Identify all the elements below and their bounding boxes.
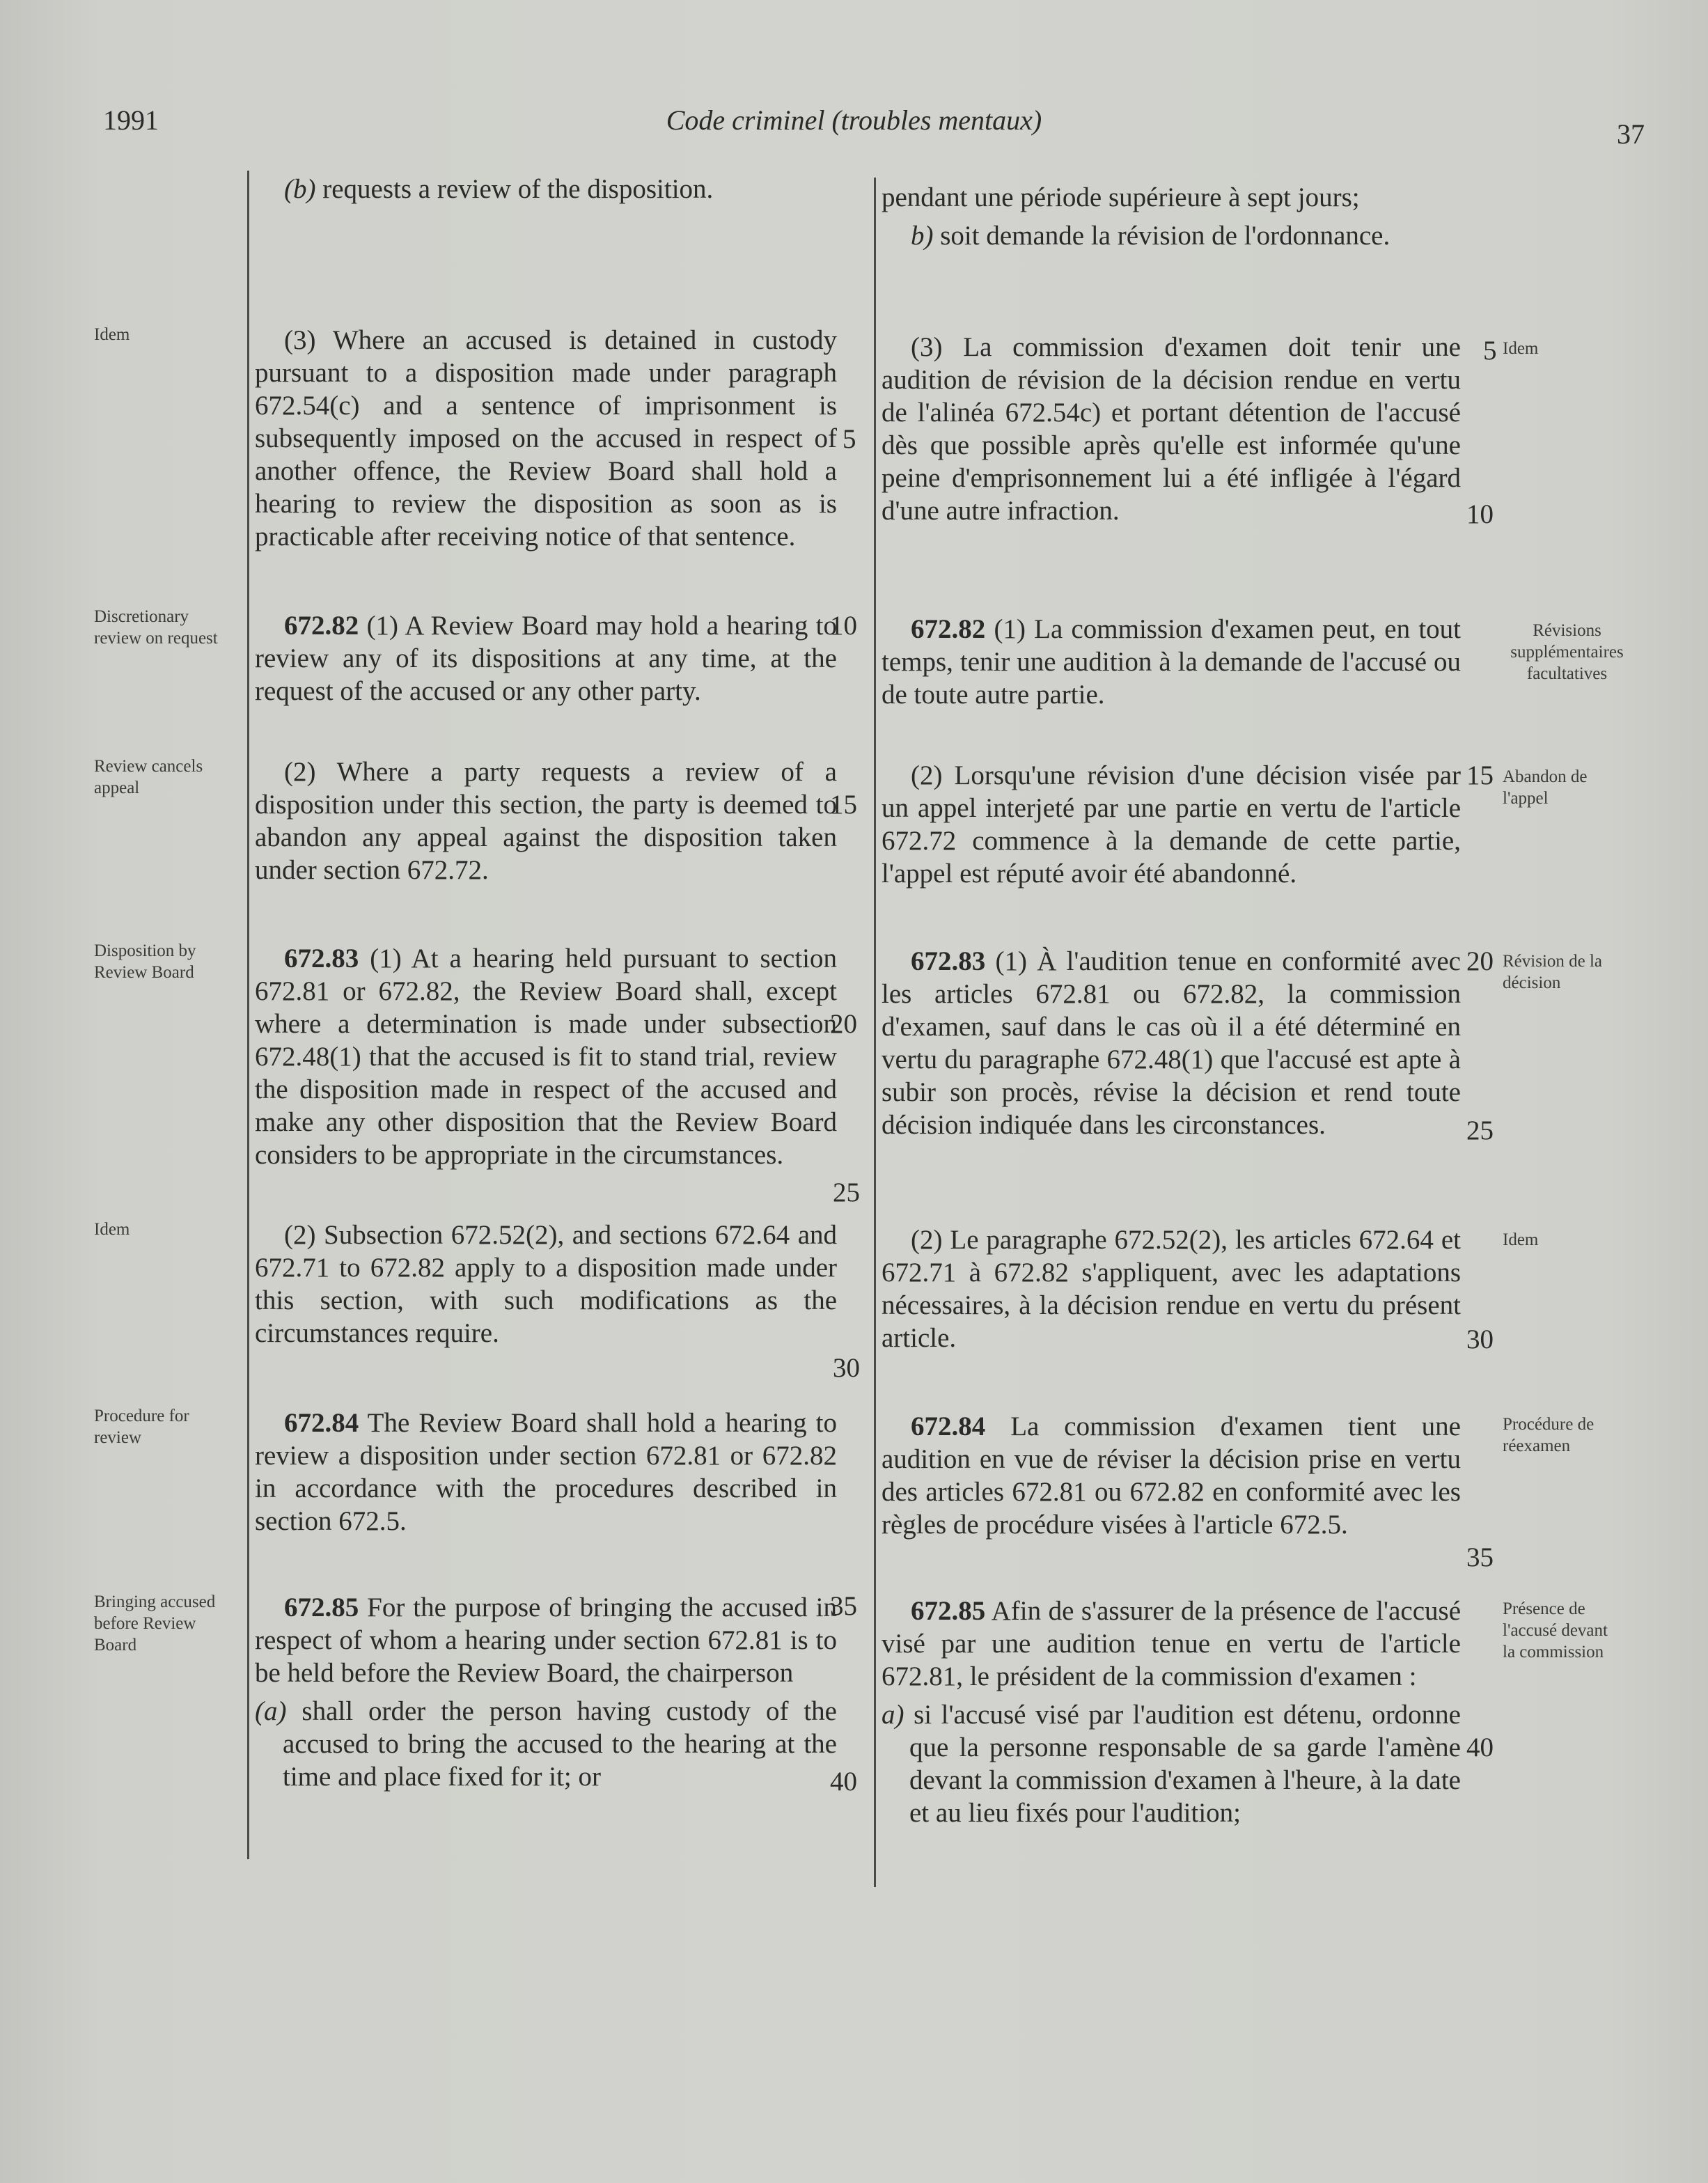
- en-s82-text: (1) A Review Board may hold a hearing to review any of its dispositions at any time, at the request of the accused or any other party.: [255, 611, 837, 706]
- en-section-672-82-2: [255, 756, 837, 886]
- en-s85-number: 672.85: [284, 1593, 359, 1622]
- line-number-fr-30: 30: [1466, 1324, 1494, 1354]
- en-a-marker: (a): [255, 1696, 287, 1726]
- margin-note-fr-abandon: Abandon de l'appel: [1503, 767, 1588, 808]
- fr-s82-2-text: (2) Lorsqu'une révision d'une décision visée par un appel interjeté par une partie en vertu de l'article 672.72 commence à la demande de cette partie, l'appel est réputé avoir été abandonné.: [882, 760, 1461, 889]
- fr-section-672-82-2: [882, 759, 1461, 890]
- page-number: 37: [1617, 118, 1645, 150]
- en-s3-text: (3) Where an accused is detained in custody pursuant to a disposition made under paragraph 672.54(c) and a sentence of imprisonment is subsequently imposed on the accused in respect of another offence, the Review Board shall hold a hearing to review the disposition as soon as is practicable after receiving notice of that sentence.: [255, 325, 837, 551]
- line-number-en-25: 25: [833, 1177, 860, 1207]
- margin-note-review-cancels-appeal: Review cancels appeal: [94, 757, 203, 797]
- fr-a-marker: a): [882, 1700, 904, 1730]
- header-title: Code criminel (troubles mentaux): [666, 104, 1042, 136]
- fr-cont-text: pendant une période supérieure à sept jours;: [882, 182, 1360, 212]
- en-s82-number: 672.82: [284, 611, 359, 641]
- line-number-fr-25: 25: [1466, 1116, 1494, 1145]
- en-s83-number: 672.83: [284, 944, 359, 973]
- en-b-marker: (b): [284, 174, 316, 204]
- fr-section-672-82: [882, 613, 1461, 711]
- fr-section-672-85: [882, 1595, 1461, 1829]
- fr-b-marker: b): [911, 221, 934, 251]
- fr-section-672-84: [882, 1410, 1461, 1541]
- line-number-fr-15: 15: [1466, 760, 1494, 790]
- fr-s82-text: (1) La commission d'examen peut, en tout temps, tenir une audition à la demande de l'accusé ou de toute autre partie.: [882, 614, 1461, 710]
- margin-note-fr-idem-1: Idem: [1503, 339, 1539, 358]
- en-section-672-83-2: [255, 1219, 837, 1349]
- fr-s84-text: La commission d'examen tient une audition en vue de réviser la décision prise en vertu des articles 672.81 ou 672.82 en conformité avec les règles de procédure visées à l'article 672.5.: [882, 1411, 1461, 1540]
- fr-s84-number: 672.84: [911, 1411, 986, 1441]
- fr-b-text: soit demande la révision de l'ordonnance.: [933, 221, 1390, 251]
- margin-note-idem-1: Idem: [94, 325, 130, 344]
- line-number-en-5: 5: [843, 424, 856, 454]
- en-section-672-84: [255, 1407, 837, 1538]
- margin-note-procedure-for-review: Procedure for review: [94, 1407, 189, 1447]
- fr-s3-text: (3) La commission d'examen doit tenir une audition de révision de la décision rendue en vertu de l'alinéa 672.54c) et portant détention de l'accusé dès que possible après qu'elle est informée qu'une peine d'emprisonnement lui a été infligée à l'égard d'une autre infraction.: [882, 332, 1461, 526]
- margin-note-fr-revisions: Révisions supplémentaires facultatives: [1510, 621, 1624, 683]
- fr-s83-2-text: (2) Le paragraphe 672.52(2), les articles 672.64 et 672.71 à 672.82 s'appliquent, avec les adaptations nécessaires, à la décision rendue en vertu du présent article.: [882, 1225, 1461, 1353]
- en-s83-2-text: (2) Subsection 672.52(2), and sections 672.64 and 672.71 to 672.82 apply to a disposition made under this section, with such modifications as the circumstances require.: [255, 1220, 837, 1348]
- line-number-fr-5: 5: [1483, 336, 1497, 366]
- fr-s85-text: Afin de s'assurer de la présence de l'accusé visé par une audition tenue en vertu de l'article 672.81, le président de la commission d'examen :: [882, 1596, 1461, 1691]
- margin-note-bringing-accused: Bringing accused before Review Board: [94, 1593, 216, 1654]
- line-number-en-40: 40: [830, 1767, 857, 1797]
- margin-note-fr-idem-2: Idem: [1503, 1230, 1539, 1249]
- line-number-fr-35: 35: [1466, 1542, 1494, 1572]
- fr-s85-number: 672.85: [911, 1596, 986, 1626]
- center-column-rule: [874, 178, 876, 1887]
- margin-note-fr-presence: Présence de l'accusé devant la commission: [1503, 1599, 1608, 1661]
- line-number-en-20: 20: [830, 1009, 857, 1039]
- fr-subsection-3: [882, 331, 1461, 527]
- en-section-672-83: [255, 942, 837, 1171]
- en-s85-text: For the purpose of bringing the accused in respect of whom a hearing under section 672.81 is to be held before the Review Board, the chairperson: [255, 1593, 837, 1688]
- fr-continuation: [882, 181, 1461, 252]
- left-column-rule: [247, 171, 249, 1859]
- fr-s83-text: (1) À l'audition tenue en conformité avec les articles 672.81 ou 672.82, la commission d'examen, sauf dans le cas où il a été déterminé en vertu du paragraphe 672.48(1) que l'accusé est apte à subir son procès, révise la décision et rend toute décision indiquée dans les circonstances.: [882, 946, 1461, 1140]
- en-section-672-82: [255, 609, 837, 707]
- line-number-en-15: 15: [830, 790, 857, 820]
- line-number-en-35: 35: [830, 1591, 857, 1621]
- fr-section-672-83-2: [882, 1223, 1461, 1354]
- fr-section-672-83: [882, 945, 1461, 1141]
- en-s84-number: 672.84: [284, 1408, 359, 1438]
- margin-note-disposition-by-review-board: Disposition by Review Board: [94, 941, 196, 982]
- line-number-en-10: 10: [830, 611, 857, 641]
- line-number-fr-20: 20: [1466, 946, 1494, 976]
- en-s83-text: (1) At a hearing held pursuant to section 672.81 or 672.82, the Review Board shall, except where a determination is made under subsection 672.48(1) that the accused is fit to stand trial, review the disposition made in respect of the accused and make any other disposition that the Review Board considers to be appropriate in the circumstances.: [255, 944, 837, 1170]
- en-para-b: [255, 173, 837, 205]
- margin-note-discretionary-review: Discretionary review on request: [94, 607, 218, 648]
- margin-note-idem-2: Idem: [94, 1220, 130, 1239]
- fr-a-text: si l'accusé visé par l'audition est détenu, ordonne que la personne responsable de sa garde l'amène devant la commission d'examen à l'heure, à la date et au lieu fixés pour l'audition;: [904, 1700, 1461, 1828]
- fr-s82-number: 672.82: [911, 614, 986, 644]
- line-number-en-30: 30: [833, 1353, 860, 1383]
- margin-note-fr-revision-decision: Révision de la décision: [1503, 952, 1603, 992]
- en-s84-text: The Review Board shall hold a hearing to review a disposition under section 672.81 or 672.82 in accordance with the procedures described in section 672.5.: [255, 1408, 837, 1536]
- en-a-text: shall order the person having custody of the accused to bring the accused to the hearing at the time and place fixed for it; or: [283, 1696, 837, 1792]
- line-number-fr-10: 10: [1466, 499, 1494, 529]
- en-s82-2-text: (2) Where a party requests a review of a disposition under this section, the party is deemed to abandon any appeal against the disposition taken under section 672.72.: [255, 757, 837, 885]
- margin-note-fr-procedure: Procédure de réexamen: [1503, 1415, 1595, 1455]
- en-section-672-85: [255, 1591, 837, 1793]
- en-b-text: requests a review of the disposition.: [315, 174, 714, 204]
- header-year: 1991: [103, 104, 159, 136]
- fr-s83-number: 672.83: [911, 946, 986, 976]
- en-subsection-3: [255, 324, 837, 553]
- line-number-fr-40: 40: [1466, 1732, 1494, 1762]
